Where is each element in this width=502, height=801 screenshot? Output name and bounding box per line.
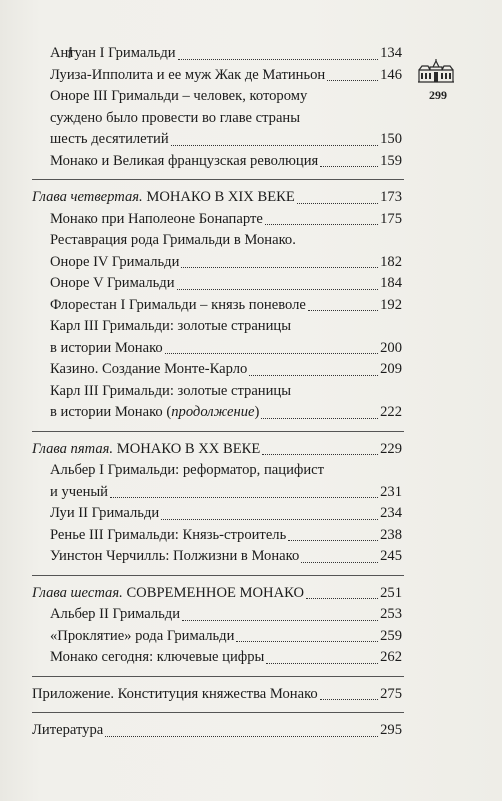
section-divider: [32, 179, 404, 180]
toc-entry: «Проклятие» рода Гримальди 259: [50, 627, 402, 644]
toc-entry: Казино. Создание Монте-Карло 209: [50, 361, 402, 377]
toc-entry-line: суждено было провести во главе страны: [50, 109, 301, 126]
section-divider: [32, 575, 404, 576]
palace-emblem-icon: [416, 58, 456, 84]
toc-entry: в истории Монако (продолжение) 222: [50, 404, 402, 420]
toc-entry: Монако при Наполеоне Бонапарте 175: [50, 210, 402, 227]
toc-entry: Луи II Гримальди 234: [50, 505, 402, 521]
toc-entry: Флорестан I Гримальди – князь поневоле 192: [50, 296, 402, 313]
toc-entry-line: Альбер I Гримальди: реформатор, пацифист: [50, 462, 325, 478]
section-divider: [32, 431, 404, 432]
chapter-heading: Глава пятая. МОНАКО В XX ВЕКЕ 229: [32, 440, 402, 457]
toc-entry: Монако сегодня: ключевые цифры 262: [50, 649, 402, 665]
toc-entry: Антуан I Гримальди 134: [50, 45, 402, 61]
toc-entry: в истории Монако 200: [50, 339, 402, 356]
toc-entry-line: Карл III Гримальди: золотые страницы: [50, 382, 292, 399]
toc-entry: Ренье III Гримальди: Князь-строитель 238: [50, 526, 402, 543]
toc-entry-line: Реставрация рода Гримальди в Монако.: [50, 232, 296, 248]
chapter-heading: Глава шестая. СОВРЕМЕННОЕ МОНАКО 251: [32, 584, 402, 601]
toc-entry: и ученый 231: [50, 483, 402, 500]
page-number: 299: [429, 88, 447, 102]
section-divider: [32, 712, 404, 713]
toc-entry: Оноре IV Гримальди 182: [50, 253, 402, 270]
section-divider: [32, 676, 404, 677]
toc-appendix: Приложение. Конституция княжества Монако 275: [32, 685, 402, 702]
toc-entry: Уинстон Черчилль: Полжизни в Монако 245: [50, 548, 402, 564]
toc-literature: Литература 295: [32, 722, 402, 738]
toc-entry: Оноре V Гримальди 184: [50, 275, 402, 291]
toc-entry: Альбер II Гримальди 253: [50, 606, 402, 622]
toc-entry: Луиза-Ипполита и ее муж Жак де Матиньон 146: [50, 66, 402, 83]
table-of-contents: [32, 43, 402, 742]
toc-entry-line: Оноре III Гримальди – человек, которому: [50, 88, 308, 104]
toc-entry: Монако и Великая французская революция 159: [50, 152, 402, 169]
toc-entry: шесть десятилетий 150: [50, 131, 402, 147]
chapter-heading: Глава четвертая. МОНАКО В XIX ВЕКЕ 173: [32, 189, 402, 205]
toc-entry-line: Карл III Гримальди: золотые страницы: [50, 318, 292, 334]
